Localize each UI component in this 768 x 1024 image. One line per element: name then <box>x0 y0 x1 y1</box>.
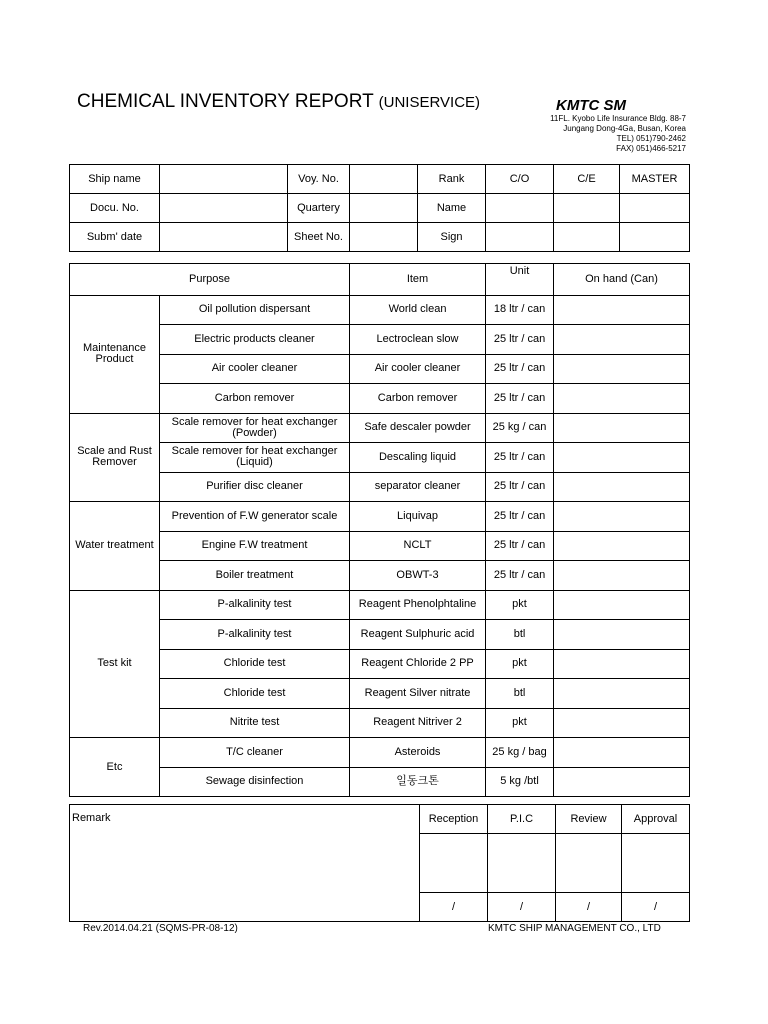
on-hand-field[interactable] <box>554 738 690 768</box>
unit-cell: 25 ltr / can <box>486 502 554 532</box>
approval-label: Approval <box>622 805 690 834</box>
item-cell: Reagent Phenolphtaline <box>350 590 486 620</box>
master-name-field[interactable] <box>620 194 690 223</box>
title-subtitle: (UNISERVICE) <box>378 94 481 111</box>
group-label: Water treatment <box>70 502 160 591</box>
ce-label: C/E <box>554 165 620 194</box>
on-hand-field[interactable] <box>554 354 690 384</box>
item-cell: 일동크톤 <box>350 767 486 797</box>
item-cell: Asteroids <box>350 738 486 768</box>
purpose-cell: T/C cleaner <box>160 738 350 768</box>
item-cell: Lectroclean slow <box>350 325 486 355</box>
unit-cell: 25 kg / can <box>486 413 554 443</box>
item-cell: separator cleaner <box>350 472 486 502</box>
purpose-cell: Boiler treatment <box>160 561 350 591</box>
on-hand-field[interactable] <box>554 620 690 650</box>
revision-note: Rev.2014.04.21 (SQMS-PR-08-12) <box>83 923 238 934</box>
on-hand-field[interactable] <box>554 561 690 591</box>
item-cell: World clean <box>350 295 486 325</box>
purpose-cell: P-alkalinity test <box>160 620 350 650</box>
group-label: Maintenance Product <box>70 295 160 413</box>
approval-sign-field[interactable] <box>622 834 690 893</box>
address-tel: TEL) 051)790-2462 <box>616 134 686 143</box>
item-cell: Air cooler cleaner <box>350 354 486 384</box>
item-cell: Reagent Chloride 2 PP <box>350 649 486 679</box>
unit-cell: 25 ltr / can <box>486 472 554 502</box>
co-label: C/O <box>486 165 554 194</box>
report-title <box>77 91 480 113</box>
subm-date-field[interactable] <box>160 223 288 252</box>
purpose-cell: Sewage disinfection <box>160 767 350 797</box>
item-cell: Reagent Nitriver 2 <box>350 708 486 738</box>
item-cell: Descaling liquid <box>350 443 486 473</box>
unit-cell: 25 kg / bag <box>486 738 554 768</box>
unit-cell: pkt <box>486 708 554 738</box>
purpose-cell: Scale remover for heat exchanger (Powder) <box>160 413 350 443</box>
on-hand-field[interactable] <box>554 649 690 679</box>
remark-label: Remark <box>72 812 111 824</box>
address-fax: FAX) 051)466-5217 <box>616 144 686 153</box>
purpose-cell: Engine F.W treatment <box>160 531 350 561</box>
co-sign-field[interactable] <box>486 223 554 252</box>
rank-label: Rank <box>418 165 486 194</box>
purpose-cell: Chloride test <box>160 679 350 709</box>
purpose-cell: Carbon remover <box>160 384 350 414</box>
group-label: Scale and Rust Remover <box>70 413 160 502</box>
group-label: Etc <box>70 738 160 797</box>
review-date-field[interactable]: / <box>556 893 622 922</box>
reception-date-field[interactable]: / <box>420 893 488 922</box>
purpose-cell: Purifier disc cleaner <box>160 472 350 502</box>
pic-date-field[interactable]: / <box>488 893 556 922</box>
quartery-label: Quartery <box>288 194 350 223</box>
unit-cell: 18 ltr / can <box>486 295 554 325</box>
item-cell: NCLT <box>350 531 486 561</box>
unit-cell: 25 ltr / can <box>486 325 554 355</box>
sign-label: Sign <box>418 223 486 252</box>
reception-label: Reception <box>420 805 488 834</box>
on-hand-header: On hand (Can) <box>554 264 690 296</box>
approval-table <box>69 804 690 922</box>
item-cell: Safe descaler powder <box>350 413 486 443</box>
unit-cell: pkt <box>486 590 554 620</box>
sheet-no-field[interactable] <box>350 223 418 252</box>
master-label: MASTER <box>620 165 690 194</box>
remark-field[interactable] <box>70 805 420 922</box>
item-cell: Carbon remover <box>350 384 486 414</box>
on-hand-field[interactable] <box>554 472 690 502</box>
item-cell: Reagent Silver nitrate <box>350 679 486 709</box>
item-cell: OBWT-3 <box>350 561 486 591</box>
purpose-cell: Prevention of F.W generator scale <box>160 502 350 532</box>
voy-no-field[interactable] <box>350 165 418 194</box>
on-hand-field[interactable] <box>554 325 690 355</box>
address-line: Jungang Dong-4Ga, Busan, Korea <box>563 124 686 133</box>
purpose-cell: P-alkalinity test <box>160 590 350 620</box>
purpose-header: Purpose <box>70 264 350 296</box>
on-hand-field[interactable] <box>554 384 690 414</box>
ce-sign-field[interactable] <box>554 223 620 252</box>
company-name: KMTC SM <box>556 97 626 114</box>
pic-label: P.I.C <box>488 805 556 834</box>
unit-cell: 25 ltr / can <box>486 354 554 384</box>
unit-cell: 25 ltr / can <box>486 531 554 561</box>
unit-cell: btl <box>486 620 554 650</box>
inventory-table <box>69 263 690 797</box>
co-name-field[interactable] <box>486 194 554 223</box>
ship-info-table <box>69 164 690 252</box>
on-hand-field[interactable] <box>554 413 690 443</box>
subm-date-label: Subm' date <box>70 223 160 252</box>
unit-cell: 25 ltr / can <box>486 384 554 414</box>
title-text: CHEMICAL INVENTORY REPORT <box>77 91 374 112</box>
item-cell: Liquivap <box>350 502 486 532</box>
purpose-cell: Electric products cleaner <box>160 325 350 355</box>
unit-cell: btl <box>486 679 554 709</box>
on-hand-field[interactable] <box>554 443 690 473</box>
reception-sign-field[interactable] <box>420 834 488 893</box>
ship-name-label: Ship name <box>70 165 160 194</box>
purpose-cell: Scale remover for heat exchanger (Liquid) <box>160 443 350 473</box>
group-label: Test kit <box>70 590 160 738</box>
on-hand-field[interactable] <box>554 531 690 561</box>
docu-no-field[interactable] <box>160 194 288 223</box>
purpose-cell: Nitrite test <box>160 708 350 738</box>
item-cell: Reagent Sulphuric acid <box>350 620 486 650</box>
on-hand-field[interactable] <box>554 502 690 532</box>
company-address <box>550 114 686 154</box>
purpose-cell: Oil pollution dispersant <box>160 295 350 325</box>
unit-cell: 5 kg /btl <box>486 767 554 797</box>
voy-no-label: Voy. No. <box>288 165 350 194</box>
name-label: Name <box>418 194 486 223</box>
on-hand-field[interactable] <box>554 679 690 709</box>
quartery-field[interactable] <box>350 194 418 223</box>
on-hand-field[interactable] <box>554 767 690 797</box>
ship-name-field[interactable] <box>160 165 288 194</box>
pic-sign-field[interactable] <box>488 834 556 893</box>
unit-cell: 25 ltr / can <box>486 443 554 473</box>
unit-header: Unit <box>486 264 554 296</box>
unit-cell: 25 ltr / can <box>486 561 554 591</box>
footer-company: KMTC SHIP MANAGEMENT CO., LTD <box>488 923 661 934</box>
ce-name-field[interactable] <box>554 194 620 223</box>
on-hand-field[interactable] <box>554 295 690 325</box>
purpose-cell: Air cooler cleaner <box>160 354 350 384</box>
purpose-cell: Chloride test <box>160 649 350 679</box>
on-hand-field[interactable] <box>554 590 690 620</box>
address-line: 11FL. Kyobo Life Insurance Bldg. 88-7 <box>550 114 686 123</box>
docu-no-label: Docu. No. <box>70 194 160 223</box>
on-hand-field[interactable] <box>554 708 690 738</box>
review-sign-field[interactable] <box>556 834 622 893</box>
unit-cell: pkt <box>486 649 554 679</box>
approval-date-field[interactable]: / <box>622 893 690 922</box>
review-label: Review <box>556 805 622 834</box>
master-sign-field[interactable] <box>620 223 690 252</box>
item-header: Item <box>350 264 486 296</box>
sheet-no-label: Sheet No. <box>288 223 350 252</box>
